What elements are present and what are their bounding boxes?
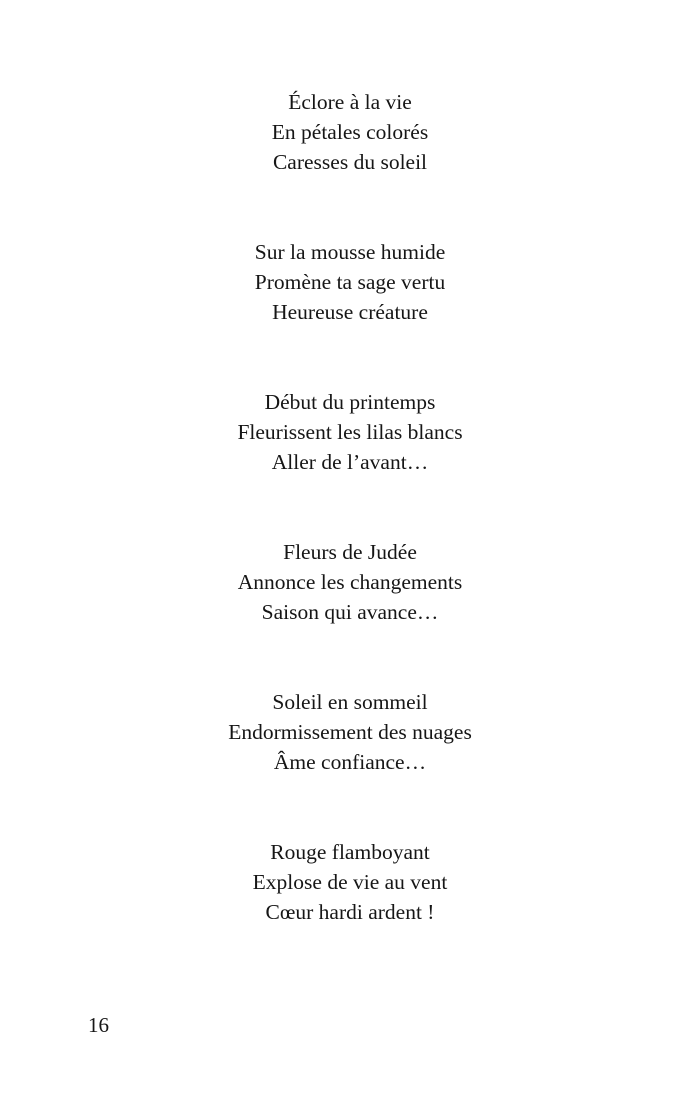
poem-line: Fleurs de Judée	[283, 540, 417, 564]
poem-line: Âme confiance…	[273, 750, 427, 774]
poem-line: Caresses du soleil	[272, 150, 428, 174]
stanza	[0, 837, 700, 927]
poem-line: Soleil en sommeil	[272, 690, 428, 714]
poem-line: Heureuse créature	[272, 300, 428, 324]
page-number: 16	[88, 1013, 109, 1037]
poem-line: Sur la mousse humide	[254, 240, 446, 264]
stanza	[0, 237, 700, 327]
poem-line: Saison qui avance…	[261, 600, 439, 624]
stanza	[0, 387, 700, 477]
poem-line: Rouge flamboyant	[270, 840, 430, 864]
poem-line: Fleurissent les lilas blancs	[237, 420, 463, 444]
stanza	[0, 537, 700, 627]
poem-line: Promène ta sage vertu	[254, 270, 446, 294]
poem-line: Explose de vie au vent	[252, 870, 448, 894]
poem-line: Annonce les changements	[237, 570, 463, 594]
poem-line: Endormissement des nuages	[228, 720, 472, 744]
poem-line: Éclore à la vie	[288, 90, 412, 114]
poem-line: En pétales colorés	[271, 120, 429, 144]
poem-line: Cœur hardi ardent !	[265, 900, 435, 924]
stanza	[0, 87, 700, 177]
stanza	[0, 687, 700, 777]
poem-line: Aller de l’avant…	[271, 450, 429, 474]
poem-line: Début du printemps	[264, 390, 436, 414]
